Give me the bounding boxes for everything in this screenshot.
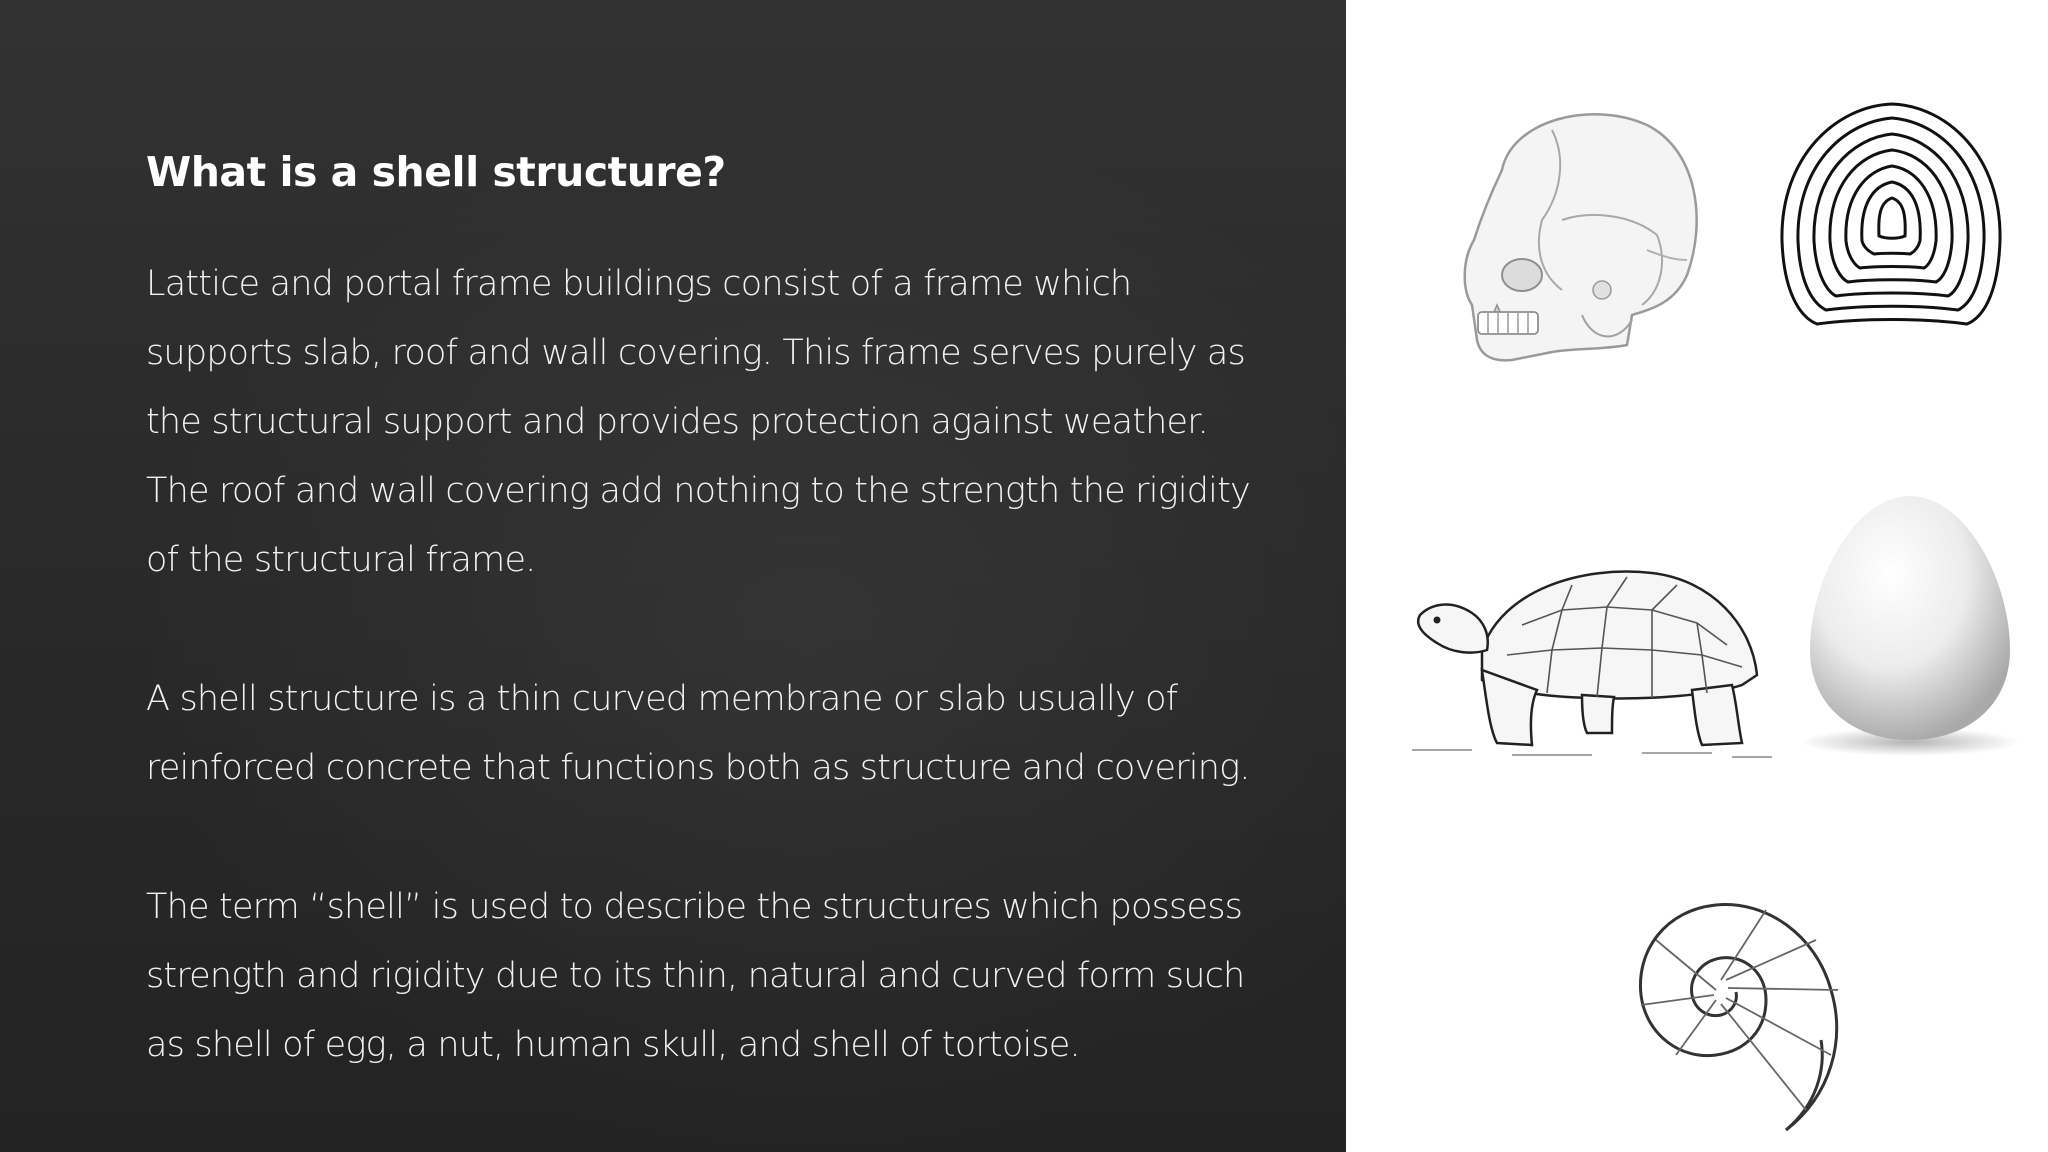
egg-icon bbox=[1790, 490, 2030, 770]
paragraph-shell-term: The term “shell” is used to describe the structures which possess strength and rigidity due to its thin, natural and curved form such as shell of egg, a nut, human skull, and shell of tortoise. bbox=[146, 887, 1245, 1065]
clam-shell-icon bbox=[1772, 96, 2012, 331]
illustration-panel bbox=[1346, 0, 2048, 1152]
human-skull-icon bbox=[1442, 100, 1712, 380]
paragraph-frame-buildings: Lattice and portal frame buildings consist of a frame which supports slab, roof and wall covering. This frame serves purely as the structural support and provides protection against weather. The roof and wall covering add nothing to the strength the rigidity of the structural frame. bbox=[146, 264, 1250, 580]
slide-title: What is a shell structure? bbox=[146, 148, 726, 196]
nautilus-shell-icon bbox=[1616, 880, 1866, 1140]
tortoise-icon bbox=[1412, 555, 1772, 765]
paragraph-shell-definition: A shell structure is a thin curved membrane or slab usually of reinforced concrete that functions both as structure and covering. bbox=[146, 679, 1250, 788]
